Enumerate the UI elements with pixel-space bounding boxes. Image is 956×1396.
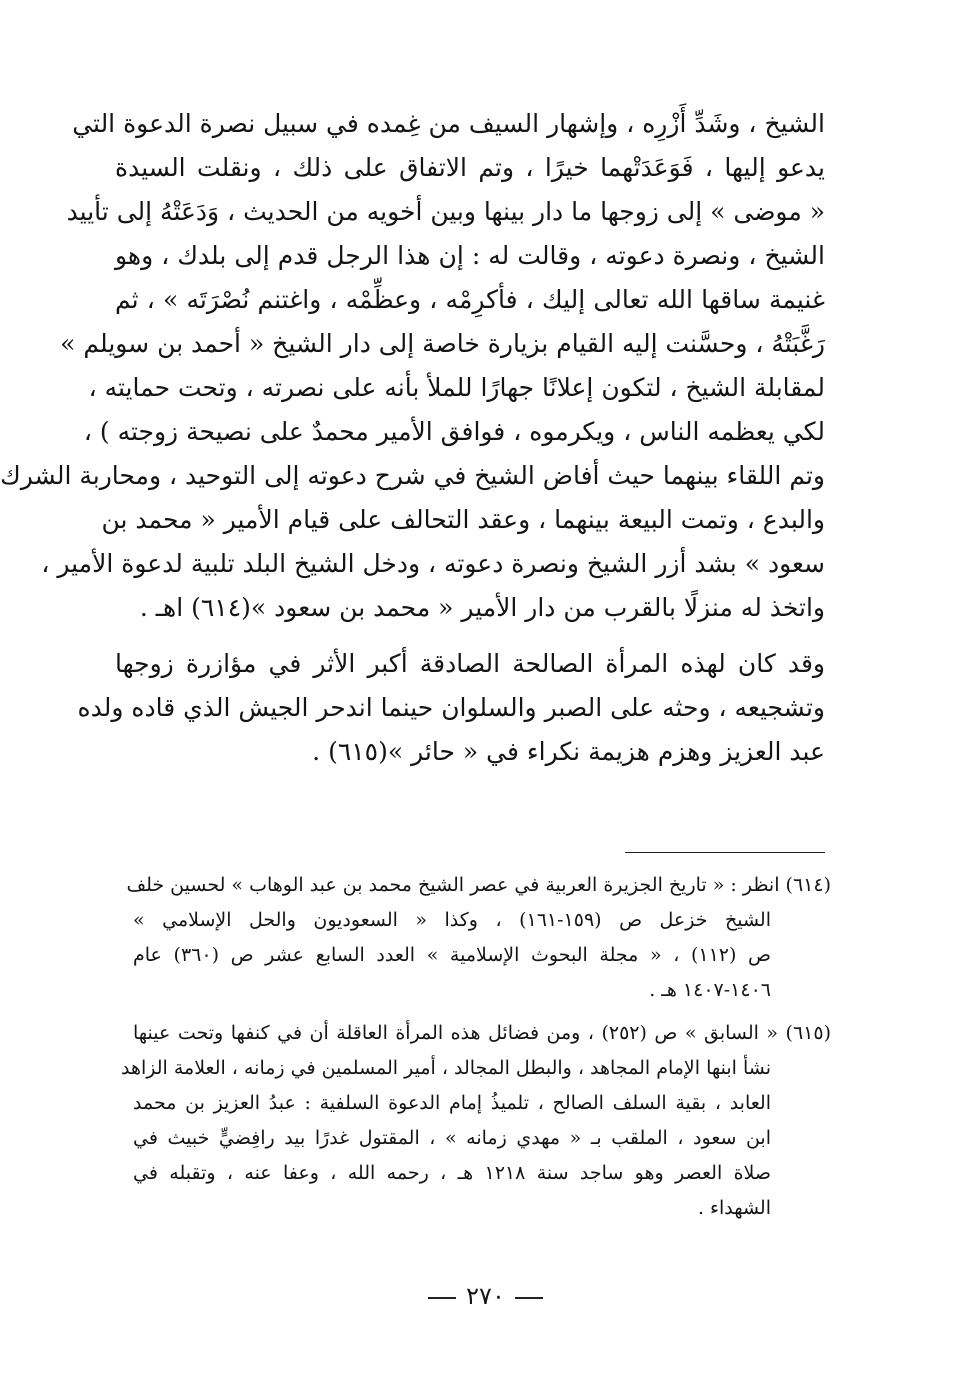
text-line: غنيمة ساقها الله تعالى إليك ، فأكرِمْه ، وعظِّمْه ، واغتنم نُصْرَتَه » ، ثم [115,285,825,314]
footnote-line: (٦١٤) انظر : « تاريخ الجزيرة العربية في عصر الشيخ محمد بن عبد الوهاب » لحسين خلف [126,874,831,896]
footnote-line: ص (١١٢) ، « مجلة البحوث الإسلامية » العدد السابع عشر ص (٣٦٠) عام [133,944,772,966]
text-line: لكي يعظمه الناس ، ويكرموه ، فوافق الأمير محمدٌ على نصيحة زوجته ) ، [83,417,825,446]
text-line: لمقابلة الشيخ ، لتكون إعلانًا جهارًا للملأ بأنه على نصرته ، وتحت حمايته ، [88,373,825,402]
paragraph-gap [115,630,825,642]
dash-right [515,1297,543,1299]
text-line: رَغَّبَتْهُ ، وحسَّنت إليه القيام بزيارة خاصة إلى دار الشيخ « أحمد بن سويلم » [60,329,825,358]
text-line: الشيخ ، ونصرة دعوته ، وقالت له : إن هذا الرجل قدم إلى بلدك ، وهو [115,241,825,270]
text-line: والبدع ، وتمت البيعة بينهما ، وعقد التحالف على قيام الأمير « محمد بن [101,505,825,534]
footnote-line: ابن سعود ، الملقب بـ « مهدي زمانه » ، المقتول غدرًا بيد رافِضيٍّ خبيث في [133,1127,771,1149]
page-number-text: ٢٧٠ [466,1282,505,1310]
text-line: الشيخ ، وشَدِّ أَزْرِه ، وإشهار السيف من غِمده في سبيل نصرة الدعوة التي [72,109,825,138]
footnote-line: نشأ ابنها الإمام المجاهد ، والبطل المجالد ، أمير المسلمين في زمانه ، العلامة الزاهد [120,1057,771,1079]
footnote-614 [126,868,831,1008]
footnote-line: صلاة العصر وهو ساجد سنة ١٢١٨ هـ ، رحمه الله ، وعفا عنه ، وتقبله في [133,1162,771,1184]
text-line: وتم اللقاء بينهما حيث أفاض الشيخ في شرح دعوته إلى التوحيد ، ومحاربة الشرك [0,461,825,490]
footnote-line: ١٤٠٦-١٤٠٧ هـ . [649,979,771,1001]
page-number [15,1276,956,1316]
footnote-line: الشيخ خزعل ص (١٥٩-١٦١) ، وكذا « السعوديون والحل الإسلامي » [133,909,771,931]
footnote-separator [625,852,825,853]
footnote-line: العابد ، بقية السلف الصالح ، تلميذُ إمام الدعوة السلفية : عبدُ العزيز بن محمد [133,1092,771,1114]
text-line: سعود » بشد أزر الشيخ ونصرة دعوته ، ودخل الشيخ البلد تلبية لدعوة الأمير ، [41,549,825,578]
text-line: وتشجيعه ، وحثه على الصبر والسلوان حينما اندحر الجيش الذي قاده ولده [77,693,825,722]
paragraph-2 [77,642,825,774]
main-text [0,102,825,774]
footnote-line: الشهداء . [697,1197,771,1219]
text-line: عبد العزيز وهزم هزيمة نكراء في « حائر »(٦١٥) . [312,737,825,766]
text-line: « موضى » إلى زوجها ما دار بينها وبين أخويه من الحديث ، وَدَعَتْهُ إلى تأييد [66,197,825,226]
dash-left [428,1297,456,1299]
text-line: يدعو إليها ، فَوَعَدَتْهما خيرًا ، وتم الاتفاق على ذلك ، ونقلت السيدة [115,153,825,182]
text-line: وقد كان لهذه المرأة الصالحة الصادقة أكبر الأثر في مؤازرة زوجها [115,649,825,678]
text-line: واتخذ له منزلًا بالقرب من دار الأمير « محمد بن سعود »(٦١٤) اهـ . [139,593,825,622]
footnote-615 [120,1016,831,1226]
footnote-line: (٦١٥) « السابق » ص (٢٥٢) ، ومن فضائل هذه المرأة العاقلة أن في كنفها وتحت عينها [133,1022,831,1044]
paragraph-1 [0,102,825,630]
footnotes [120,868,831,1226]
footnote-gap [133,1008,831,1016]
